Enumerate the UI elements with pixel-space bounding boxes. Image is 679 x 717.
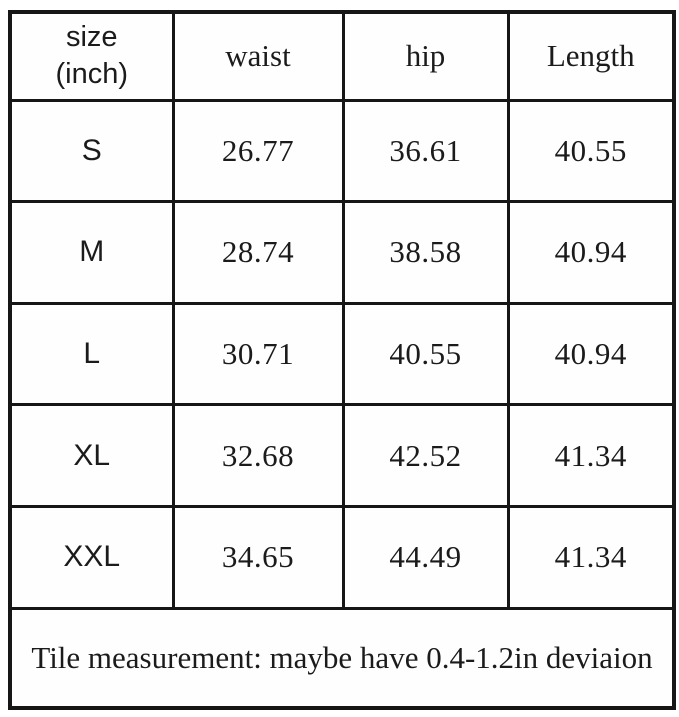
length-value: 40.94 bbox=[508, 303, 674, 405]
header-hip: hip bbox=[343, 12, 508, 100]
size-chart-container bbox=[8, 10, 676, 710]
table-row-s bbox=[10, 100, 674, 202]
length-value: 40.55 bbox=[508, 100, 674, 202]
table-row-xl bbox=[10, 405, 674, 507]
size-label: XXL bbox=[10, 506, 173, 608]
hip-value: 36.61 bbox=[343, 100, 508, 202]
header-row bbox=[10, 12, 674, 100]
table-row-l bbox=[10, 303, 674, 405]
header-size-line1: size bbox=[65, 21, 118, 54]
waist-value: 26.77 bbox=[173, 100, 343, 202]
waist-value: 28.74 bbox=[173, 202, 343, 304]
size-label: M bbox=[10, 202, 173, 304]
length-value: 40.94 bbox=[508, 202, 674, 304]
footnote-row bbox=[10, 608, 674, 708]
hip-value: 38.58 bbox=[343, 202, 508, 304]
header-waist: waist bbox=[173, 12, 343, 100]
length-value: 41.34 bbox=[508, 506, 674, 608]
size-chart-table bbox=[8, 10, 676, 710]
header-size-inch bbox=[10, 12, 173, 100]
waist-value: 34.65 bbox=[173, 506, 343, 608]
hip-value: 40.55 bbox=[343, 303, 508, 405]
length-value: 41.34 bbox=[508, 405, 674, 507]
hip-value: 42.52 bbox=[343, 405, 508, 507]
size-label: S bbox=[10, 100, 173, 202]
table-row-xxl bbox=[10, 506, 674, 608]
hip-value: 44.49 bbox=[343, 506, 508, 608]
size-label: L bbox=[10, 303, 173, 405]
header-length: Length bbox=[508, 12, 674, 100]
waist-value: 30.71 bbox=[173, 303, 343, 405]
waist-value: 32.68 bbox=[173, 405, 343, 507]
footnote-text: Tile measurement: maybe have 0.4-1.2in deviaion bbox=[10, 608, 674, 708]
size-label: XL bbox=[10, 405, 173, 507]
header-size-line2: (inch) bbox=[55, 58, 128, 91]
table-row-m bbox=[10, 202, 674, 304]
